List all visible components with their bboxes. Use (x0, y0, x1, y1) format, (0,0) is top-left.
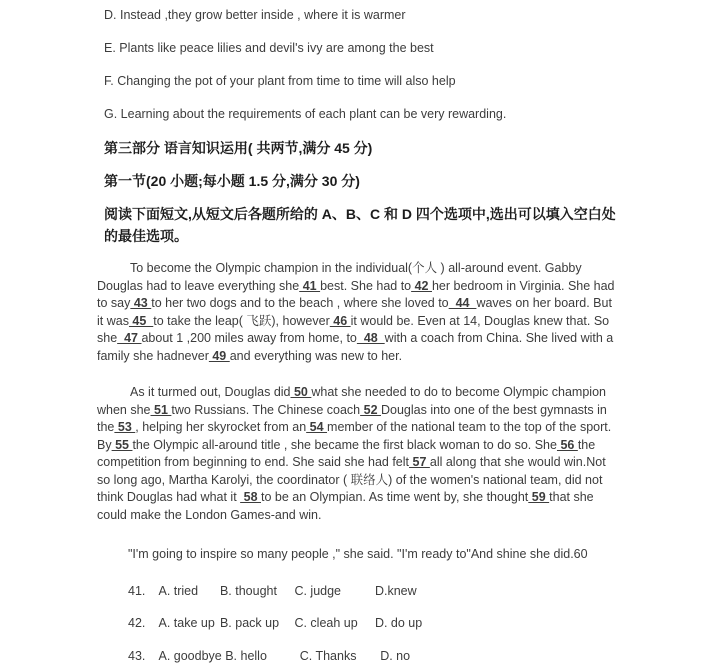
cloze-blank: 43 (130, 296, 152, 310)
cloze-blank: 50 (290, 385, 312, 399)
cloze-blank: 44 (448, 296, 477, 310)
list-option-d: D. Instead ,they grow better inside , where it is warmer (104, 8, 406, 22)
section-heading: 第一节(20 小题;每小题 1.5 分,满分 30 分) (104, 173, 360, 189)
list-option-e: E. Plants like peace lilies and devil's ivy are among the best (104, 41, 434, 55)
cloze-blank: 59 (528, 490, 550, 504)
question-43 (128, 648, 624, 666)
cloze-blank: 54 (306, 420, 328, 434)
cloze-blank: 58 (240, 490, 261, 504)
question-41-option-a: A. tried (158, 583, 199, 598)
list-option-g: G. Learning about the requirements of each plant can be very rewarding. (104, 107, 507, 121)
part-heading: 第三部分 语言知识运用( 共两节,满分 45 分) (104, 140, 373, 156)
question-41 (128, 583, 624, 601)
question-42-option-c: C. cleah up (294, 616, 358, 630)
question-number: 41. (128, 583, 146, 598)
question-41-option-b: B. thought (219, 583, 277, 598)
question-43-option-a: A. goodbye (158, 648, 222, 663)
question-42-option-b: B. pack up (219, 616, 280, 630)
cloze-blank: 47 (117, 331, 142, 345)
cloze-blank: 57 (409, 455, 430, 469)
quote-line: "I'm going to inspire so many people ," she said. "I'm ready to"And shine she did.60 (128, 547, 588, 561)
cloze-paragraph-2: As it turmed out, Douglas did 50 what she needed to do to become Olympic champion when she 51 two Russians. The Chinese coach 52 Douglas into one of the best gymnasts in the 53 , helping her skyrocket from an 54 member of the national team to the top of the sport. By 55 the Olympic all-around title , she became the first black woman to do so. She 56 the competition from beginning to end. She said she had felt 57 all along that she would win.Not so long ago, Martha Karolyi, the coordinator ( 联络人) of the women's national team, did not think Douglas had what it 58 to be an Olympian. As time went by, she thought 59 that she could make the London Games-and win. (97, 385, 612, 522)
cloze-blank: 51 (150, 402, 172, 417)
question-42-option-a: A. take up (158, 616, 215, 630)
question-42-option-d: D. do up (374, 616, 423, 630)
cloze-paragraph-1: To become the Olympic champion in the individual(个人 ) all-around event. Gabby Douglas had to leave everything she 41 best. She had to 42 her bedroom in Virginia. She had to say 43 to her two dogs and to the beach , where she loved to 44 waves on her board. But it was 45 to take the leap( 飞跃), however 46 it would be. Even at 14, Douglas knew that. So she 47 about 1 ,200 miles away from home, to 48 with a coach from China. She lived with a family she hadnever 49 and everything was new to her. (97, 261, 615, 363)
cloze-instructions: 阅读下面短文,从短文后各题所给的 A、B、C 和 D 四个选项中,选出可以填入空白处的最佳选项。 (104, 206, 616, 244)
question-41-option-d: D.knew (374, 583, 417, 598)
question-41-option-c: C. judge (294, 583, 342, 598)
cloze-blank: 55 (111, 437, 133, 452)
cloze-blank: 56 (556, 437, 578, 452)
cloze-blank: 46 (329, 313, 351, 328)
question-number: 43. (128, 648, 146, 663)
question-number: 42. (128, 616, 146, 630)
cloze-blank: 42 (411, 278, 432, 293)
question-43-option-d: D. no (380, 648, 411, 663)
cloze-blank: 41 (299, 278, 321, 293)
list-option-f: F. Changing the pot of your plant from time to time will also help (104, 74, 456, 88)
cloze-blank: 49 (208, 348, 230, 363)
cloze-blank: 52 (360, 402, 381, 417)
question-43-option-b: B. hello (225, 648, 267, 663)
cloze-blank: 53 (114, 420, 136, 434)
cloze-blank: 45 (128, 313, 154, 328)
question-43-option-c: C. Thanks (299, 648, 357, 663)
question-42 (128, 615, 624, 633)
cloze-blank: 48 (356, 331, 385, 345)
